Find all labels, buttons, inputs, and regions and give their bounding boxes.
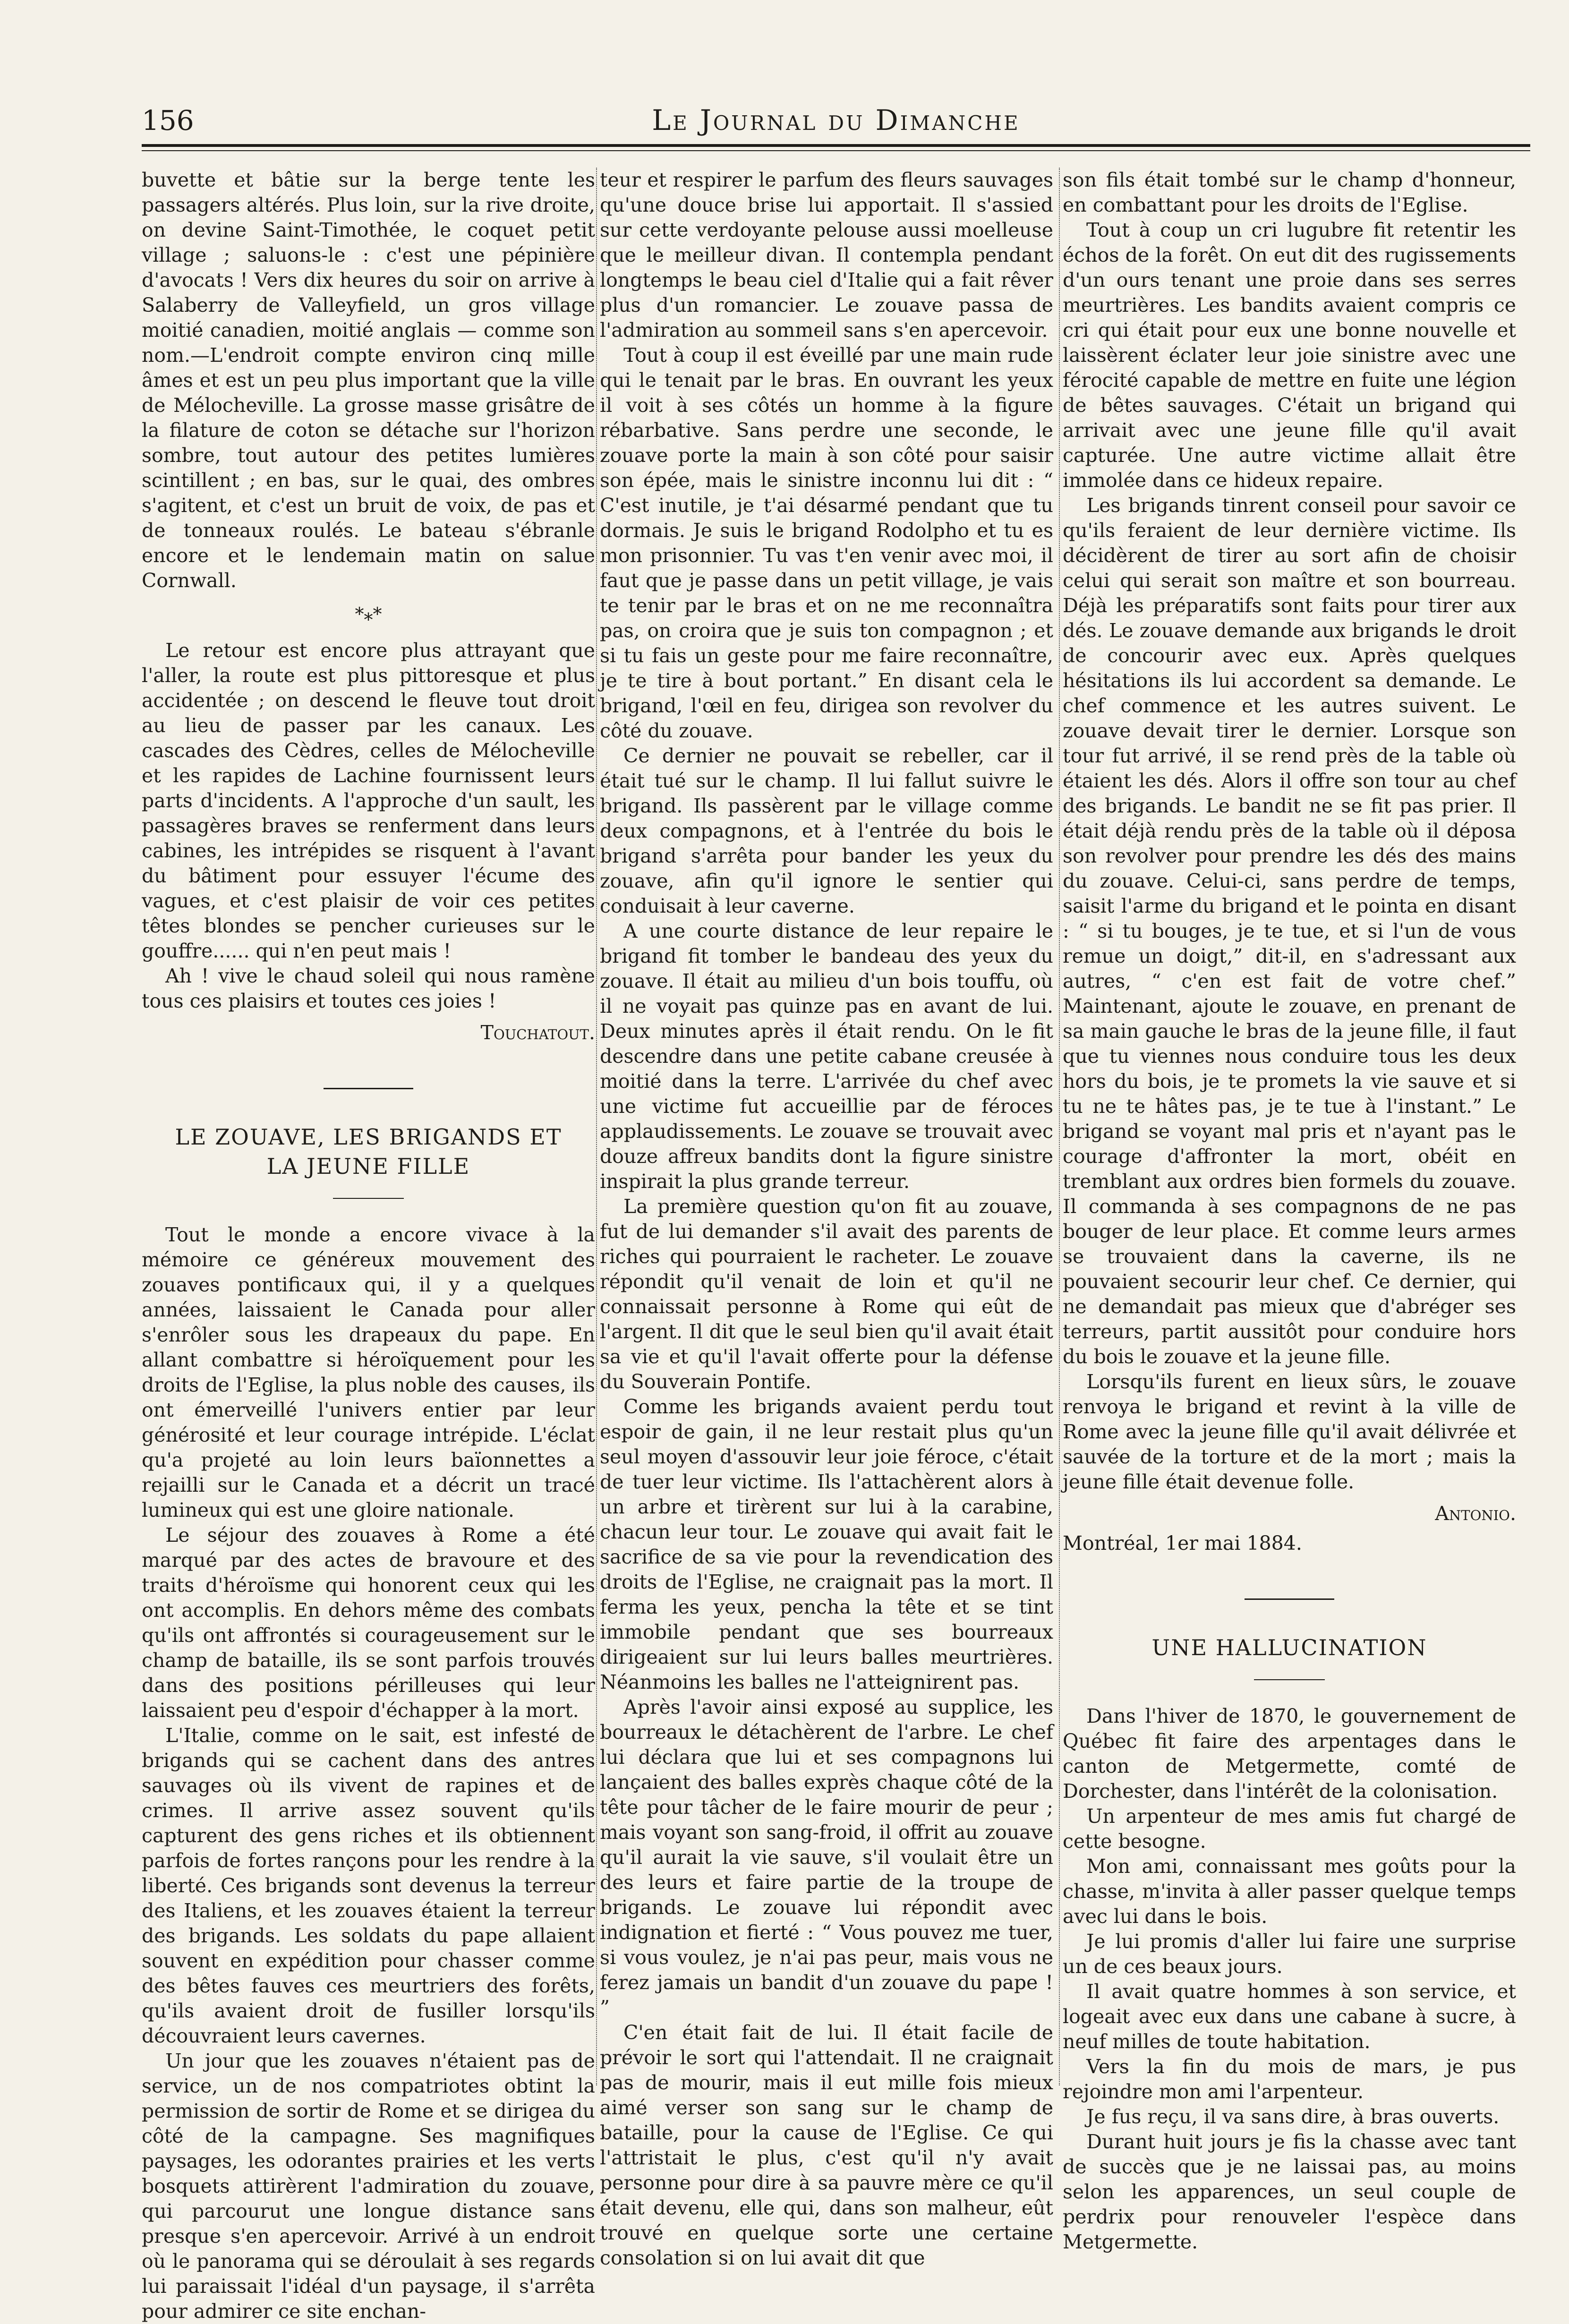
title-underline (333, 1198, 404, 1199)
article-title: LE ZOUAVE, LES BRIGANDS ET LA JEUNE FILLE (175, 1124, 562, 1179)
masthead: Le Journal du Dimanche (652, 104, 1020, 137)
paragraph: Un arpenteur de mes amis fut chargé de cette besogne. (1063, 1805, 1516, 1853)
header-rule-thick (142, 144, 1530, 147)
title-underline (1254, 1679, 1325, 1680)
paragraph: Il avait quatre hommes à son service, et logeait avec eux dans une cabane à sucre, à neuf milles de toute habitation. (1063, 1980, 1516, 2053)
paragraph: A une courte distance de leur repaire le brigand fit tomber le bandeau des yeux du zouave. Il était au milieu d'un bois touffu, où il ne voyait pas quinze pas en avant de lui. Deux minutes après il était rendu. On le fit descendre dans une petite cabane creusée à moitié dans la terre. L'arrivée du chef avec une victime fut accueillie par de féroces applaudissements. Le zouave se trouvait avec douze affreux bandits dont la figure sinistre inspirait la plus grande terreur. (600, 920, 1053, 1193)
paragraph: Durant huit jours je fis la chasse avec tant de succès que je ne laissai pas, au moins selon les apparences, un seul couple de perdrix pour renouveler l'espèce dans Metgermette. (1063, 2130, 1516, 2253)
paragraph: Tout à coup un cri lugubre fit retentir les échos de la forêt. On eut dit des rugissements d'un ours tenant une proie dans ses serres meurtrières. Les bandits avaient compris ce cri qui était pour eux une bonne nouvelle et laissèrent éclater leur joie sinistre avec une férocité capable de mettre en fuite une légion de bêtes sauvages. C'était un brigand qui arrivait avec une jeune fille qu'il avait capturée. Une autre victime allait être immolée dans ce hideux repaire. (1063, 219, 1516, 492)
page-header (142, 102, 1530, 139)
column-divider (596, 168, 597, 2085)
article-separator (324, 1088, 413, 1089)
paragraph: Les brigands tinrent conseil pour savoir ce qu'ils feraient de leur dernière victime. Ils décidèrent de tirer au sort afin de choisir celui qui serait son maître et son bourreau. Déjà les préparatifs sont faits pour tirer aux dés. Le zouave demande aux brigands le droit de concourir avec eux. Après quelques hésitations ils lui accordent sa demande. Le chef commence et les autres suivent. Le zouave devait tirer le dernier. Lorsque son tour fut arrivé, il se rend près de la table où étaient les dés. Alors il offre son tour au chef des brigands. Le bandit ne se fit pas prier. Il était déjà rendu près de la table où il déposa son revolver pour prendre les dés des mains du zouave. Celui-ci, sans perdre de temps, saisit l'arme du brigand et le pointa en disant : “ si tu bouges, je te tue, et si l'un de vous remue un doigt,” dit-il, en s'adressant aux autres, “ c'en est fait de votre chef.” Maintenant, ajoute le zouave, en prenant de sa main gauche le bras de la jeune fille, il faut que tu viennes nous conduire tous les deux hors du bois, je te promets la vie sauve et si tu ne te hâtes pas, je te tue à l'instant.” Le brigand se voyant mal pris et n'ayant pas le courage d'affronter la mort, obéit en tremblant aux ordres bien formels du zouave. Il commanda à ses compagnons de ne pas bouger de leur place. Et comme leurs armes se trouvaient dans la caverne, ils ne pouvaient secourir leur chef. Ce dernier, qui ne demandait pas mieux que d'abréger ses terreurs, partit aussitôt pour conduire hors du bois le zouave et la jeune fille. (1063, 494, 1516, 1368)
paragraph: son fils était tombé sur le champ d'honneur, en combattant pour les droits de l'Eglise. (1063, 169, 1516, 216)
place-date: Montréal, 1er mai 1884. (1063, 1532, 1302, 1555)
article-separator (1245, 1598, 1334, 1600)
paragraph: Vers la fin du mois de mars, je pus rejoindre mon ami l'arpenteur. (1063, 2055, 1516, 2103)
column-divider (1059, 168, 1060, 2085)
paragraph: Tout à coup il est éveillé par une main rude qui le tenait par le bras. En ouvrant les yeux il voit à ses côtés un homme à la figure rébarbative. Sans perdre une seconde, le zouave porte la main à son côté pour saisir son épée, mais le sinistre inconnu lui dit : “ C'est inutile, je t'ai désarmé pendant que tu dormais. Je suis le brigand Rodolpho et tu es mon prisonnier. Tu vas t'en venir avec moi, il faut que je passe dans un petit village, je vais te tenir par le bras et on ne me reconnaîtra pas, on croira que je suis ton compagnon ; et si tu fais un geste pour me faire reconnaître, je te tire à bout portant.” En disant cela le brigand, l'œil en feu, dirigea son revolver du côté du zouave. (600, 344, 1053, 742)
paragraph: Le séjour des zouaves à Rome a été marqué par des actes de bravoure et des traits d'héroïsme qui honorent ceux qui les ont accomplis. En dehors même des combats qu'ils ont affrontés si courageusement sur le champ de bataille, ils se sont parfois trouvés dans des positions périlleuses qui leur laissaient peu d'espoir d'échapper à la mort. (142, 1524, 595, 1722)
paragraph: L'Italie, comme on le sait, est infesté de brigands qui se cachent dans des antres sauvages où ils vivent de rapines et de crimes. Il arrive assez souvent qu'ils capturent des gens riches et ils obtiennent parfois de fortes rançons pour les rendre à la liberté. Ces brigands sont devenus la terreur des Italiens, et les zouaves étaient la terreur des brigands. Les soldats du pape allaient souvent en expédition pour chasser comme des bêtes fauves ces meurtriers des forêts, qu'ils avaient droit de fusiller lorsqu'ils découvraient leurs cavernes. (142, 1724, 595, 2047)
paragraph: La première question qu'on fit au zouave, fut de lui demander s'il avait des parents de riches qui pourraient le racheter. Le zouave répondit qu'il venait de loin et qu'il ne connaissait personne à Rome qui eût de l'argent. Il dit que le seul bien qu'il avait était sa vie et qu'il l'avait offerte pour la défense du Souverain Pontife. (600, 1195, 1053, 1393)
paragraph: Après l'avoir ainsi exposé au supplice, les bourreaux le détachèrent de l'arbre. Le chef lui déclara que lui et ses compagnons lui lançaient des balles exprès chaque côté de la tête pour tâcher de le faire mourir de peur ; mais voyant son sang-froid, il offrit au zouave qu'il aurait la vie sauve, s'il voulait être un des leurs et faire partie de la troupe de brigands. Le zouave lui répondit avec indignation et fierté : “ Vous pouvez me tuer, si vous voulez, je n'ai pas peur, mais vous ne ferez jamais un bandit d'un zouave du pape ! ” (600, 1696, 1053, 2019)
column-2 (600, 168, 1053, 2269)
paragraph: teur et respirer le parfum des fleurs sauvages qu'une douce brise lui apportait. Il s'assied sur cette verdoyante pelouse aussi moelleuse que le meilleur divan. Il contempla pendant longtemps le beau ciel d'Italie qui a fait rêver plus d'un romancier. Le zouave passa de l'admiration au sommeil sans s'en apercevoir. (600, 169, 1053, 342)
paragraph: Ah ! vive le chaud soleil qui nous ramène tous ces plaisirs et toutes ces joies ! (142, 965, 595, 1012)
article-title: UNE HALLUCINATION (1151, 1635, 1427, 1660)
paragraph: Lorsqu'ils furent en lieux sûrs, le zouave renvoya le brigand et revint à la ville de Rome avec la jeune fille qu'il avait délivrée et sauvée de la torture et de la mort ; mais la jeune fille était devenue folle. (1063, 1370, 1516, 1493)
paragraph: Je lui promis d'aller lui faire une surprise un de ces beaux jours. (1063, 1930, 1516, 1978)
column-1 (142, 168, 595, 2323)
paragraph: Mon ami, connaissant mes goûts pour la chasse, m'invita à aller passer quelque temps avec lui dans le bois. (1063, 1855, 1516, 1928)
paragraph: buvette et bâtie sur la berge tente les passagers altérés. Plus loin, sur la rive droite, on devine Saint-Timothée, le coquet petit village ; saluons-le : c'est une pépinière d'avocats ! Vers dix heures du soir on arrive à Salaberry de Valleyfield, un gros village moitié canadien, moitié anglais — comme son nom.—L'endroit compte environ cinq mille âmes et est un peu plus important que la ville de Mélocheville. La grosse masse grisâtre de la filature de coton se détache sur l'horizon sombre, tout autour des petites lumières scintillent ; en bas, sur le quai, des ombres s'agitent, et c'est un bruit de voix, de pas et de tonneaux roulés. Le bateau s'ébranle encore et le lendemain matin on salue Cornwall. (142, 169, 595, 592)
paragraph: Ce dernier ne pouvait se rebeller, car il était tué sur le champ. Il lui fallut suivre le brigand. Ils passèrent par le village comme deux compagnons, et à l'entrée du bois le brigand s'arrêta pour bander les yeux du zouave, afin qu'il ignore le sentier qui conduisait à leur caverne. (600, 744, 1053, 917)
author-signature: Touchatout. (480, 1021, 595, 1044)
paragraph: C'en était fait de lui. Il était facile de prévoir le sort qui l'attendait. Il ne craignait pas de mourir, mais il eut mille fois mieux aimé verser son sang sur le champ de bataille, pour la cause de l'Eglise. Ce qui l'attristait le plus, c'est qu'il n'y avait personne pour dire à sa pauvre mère ce qu'il était devenu, elle qui, dans son malheur, eût trouvé en quelque sorte une certaine consolation si on lui avait dit que (600, 2021, 1053, 2269)
paragraph: Tout le monde a encore vivace à la mémoire ce généreux mouvement des zouaves pontificaux qui, il y a quelques années, laissaient le Canada pour aller s'enrôler sous les drapeaux du pape. En allant combattre si héroïquement pour les droits de l'Eglise, la plus noble des causes, ils ont émerveillé l'univers entier par leur générosité et leur courage intrépide. L'éclat qu'a projeté au loin leurs baïonnettes a rejailli sur le Canada et a décrit un tracé lumineux qui est une gloire nationale. (142, 1223, 595, 1521)
header-rule-thin (142, 150, 1530, 151)
paragraph: Le retour est encore plus attrayant que l'aller, la route est plus pittoresque et plus accidentée ; on descend le fleuve tout droit au lieu de passer par les canaux. Les cascades des Cèdres, celles de Mélocheville et les rapides de Lachine fournissent leurs parts d'incidents. A l'approche d'un sault, les passagères braves se renferment dans leurs cabines, les intrépides se risquent à l'avant du bâtiment pour essuyer l'écume des vagues, et c'est plaisir de voir ces petites têtes blondes se pencher curieuses sur le gouffre...... qui n'en peut mais ! (142, 639, 595, 962)
column-3 (1063, 168, 1516, 2253)
paragraph: Dans l'hiver de 1870, le gouvernement de Québec fit faire des arpentages dans le canton de Metgermette, comté de Dorchester, dans l'intérêt de la colonisation. (1063, 1705, 1516, 1803)
paragraph: Je fus reçu, il va sans dire, à bras ouverts. (1086, 2105, 1500, 2128)
page-number: 156 (142, 104, 194, 137)
paragraph: Un jour que les zouaves n'étaient pas de service, un de nos compatriotes obtint la permission de sortir de Rome et se dirigea du côté de la campagne. Ses magnifiques paysages, les odorantes prairies et les verts bosquets attirèrent l'admiration du zouave, qui parcourut une longue distance sans presque s'en apercevoir. Arrivé à un endroit où le panorama qui se déroulait à ses regards lui paraissait l'idéal d'un paysage, il s'arrêta pour admirer ce site enchan- (142, 2050, 595, 2323)
paragraph: Comme les brigands avaient perdu tout espoir de gain, il ne leur restait plus qu'un seul moyen d'assouvir leur joie féroce, c'était de tuer leur victime. Ils l'attachèrent alors à un arbre et tirèrent sur lui à la carabine, chacun leur tour. Le zouave qui avait fait le sacrifice de sa vie pour la revendication des droits de l'Eglise, ne craignait pas la mort. Il ferma les yeux, pencha la tête et se tint immobile pendant que ses bourreaux dirigeaient sur lui leurs balles meurtrières. Néanmoins les balles ne l'atteignirent pas. (600, 1395, 1053, 1693)
section-asterism: *⁎* (355, 604, 382, 624)
author-signature: Antonio. (1435, 1502, 1516, 1525)
